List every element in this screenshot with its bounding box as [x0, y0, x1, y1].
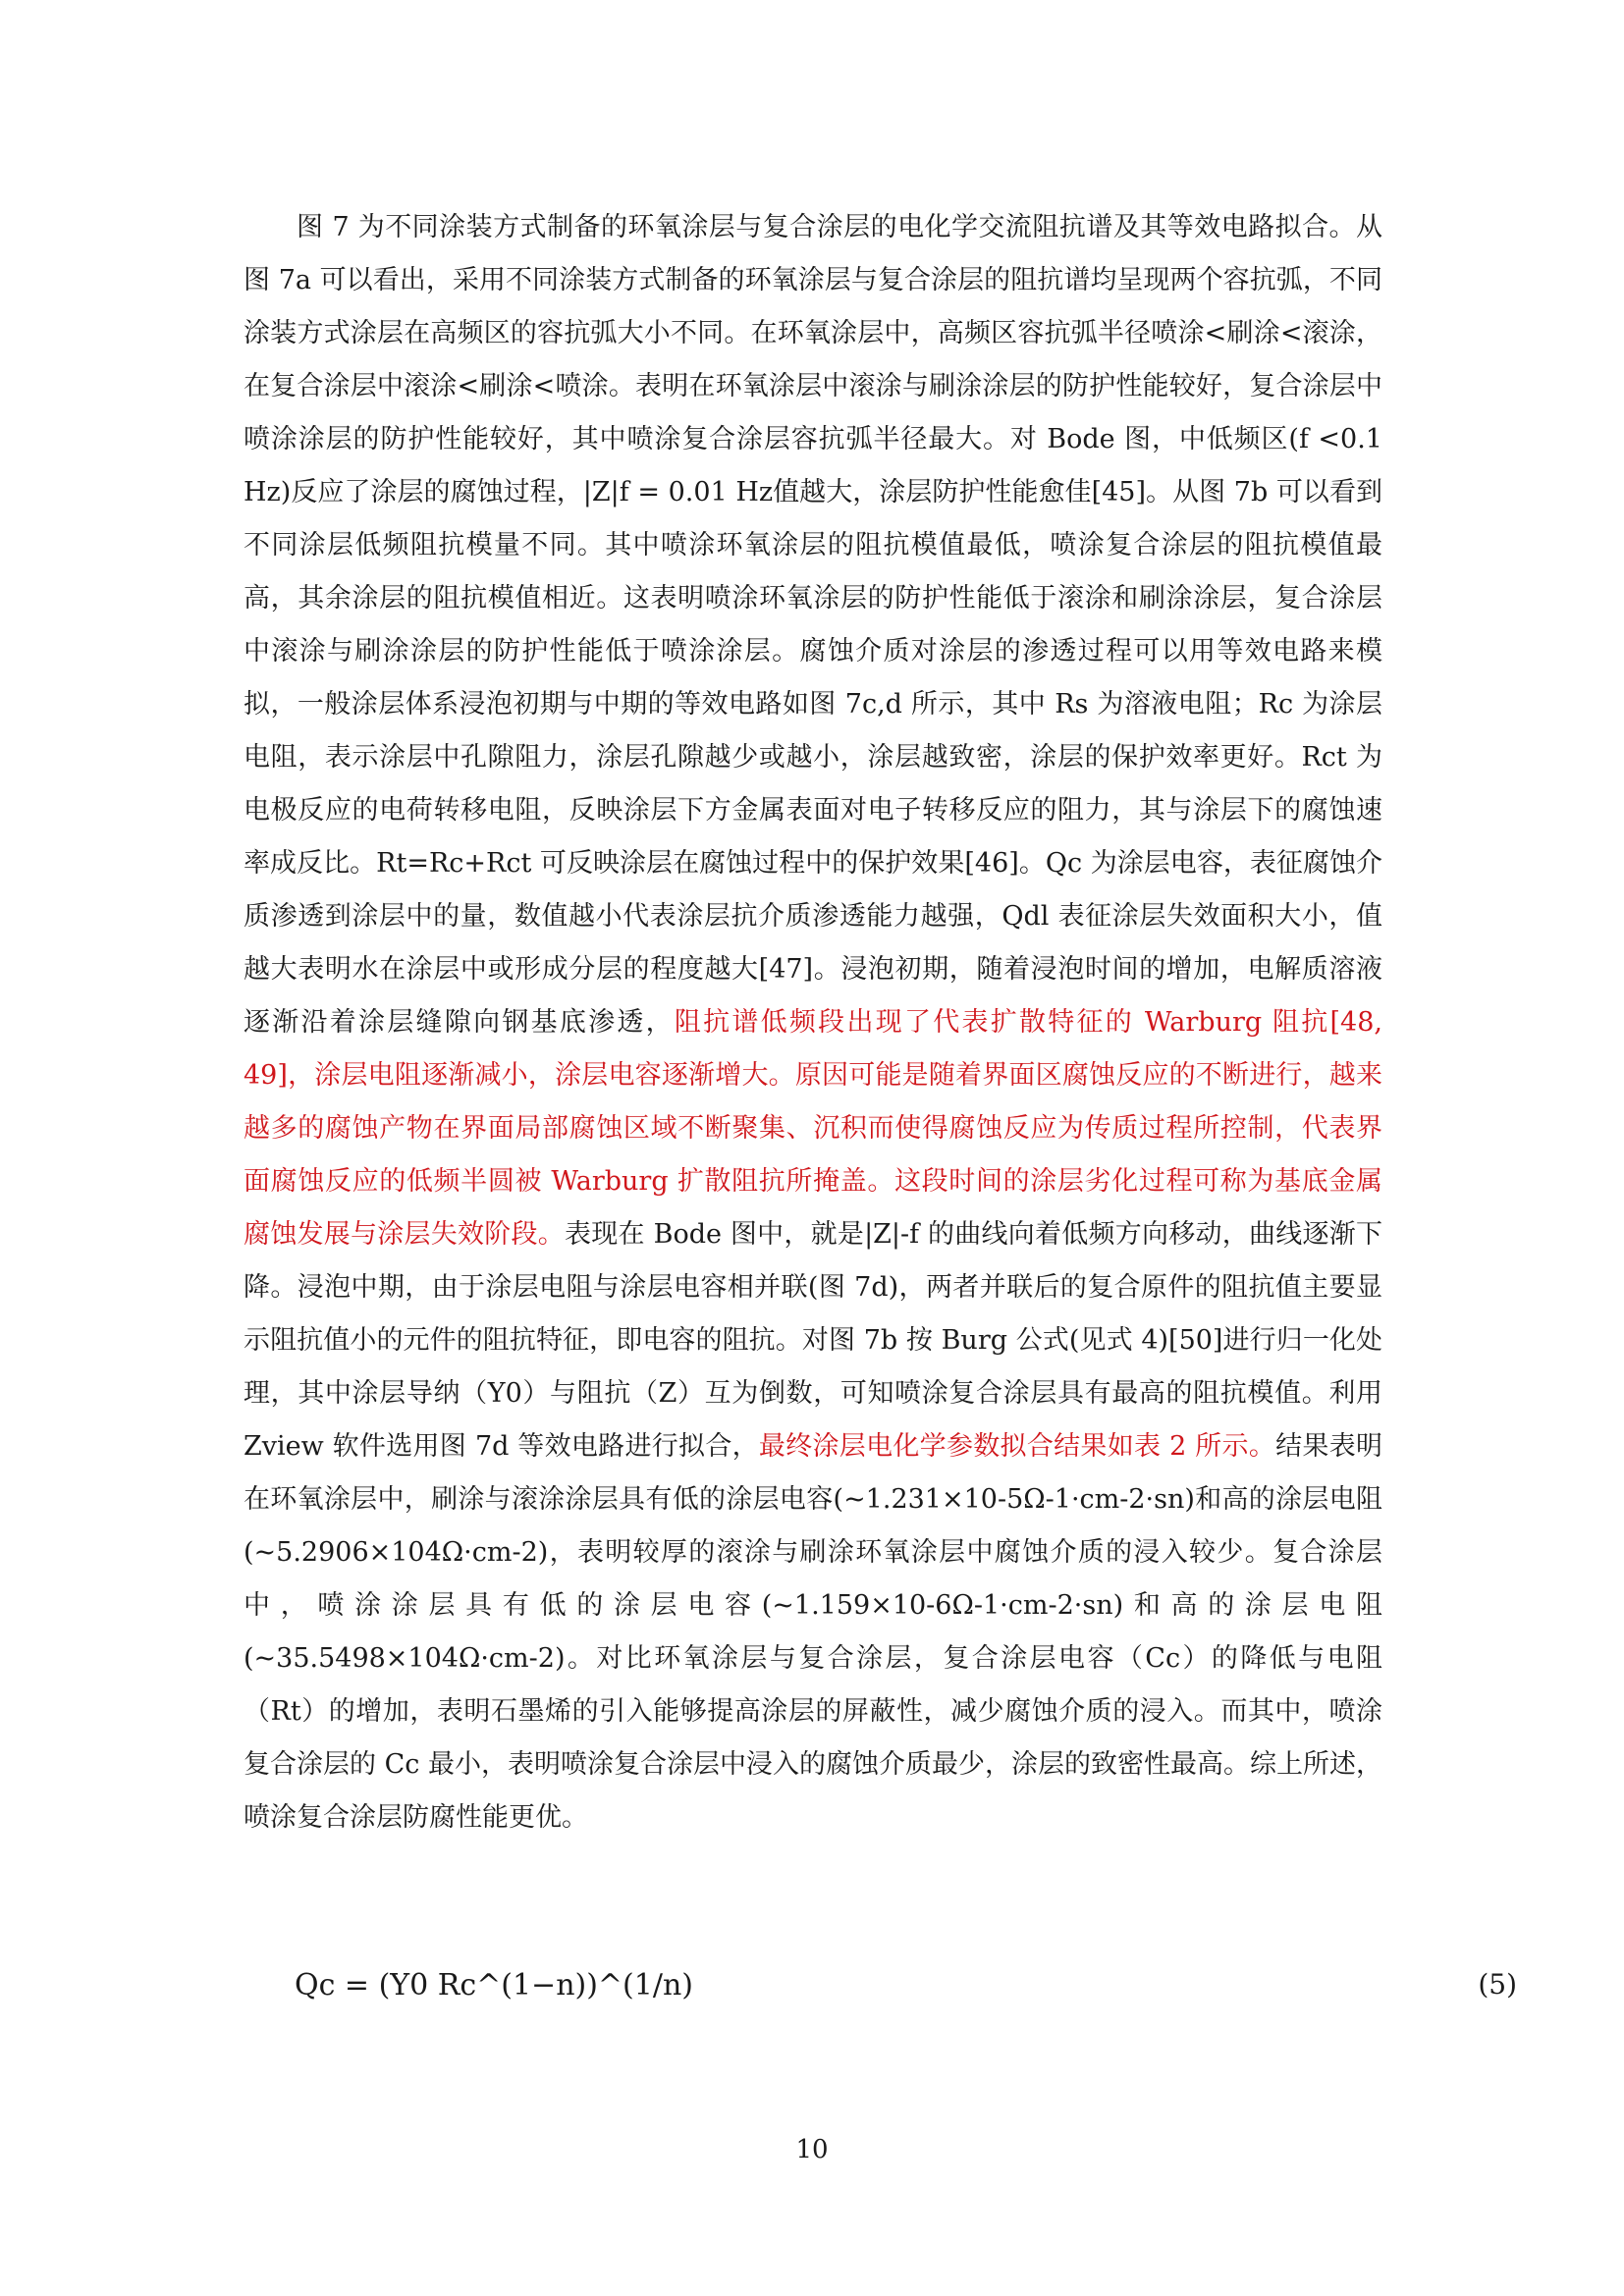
body-paragraph — [244, 201, 1382, 1844]
equation-formula: Qc = (Y0 Rc^(1−n))^(1/n) — [295, 1968, 693, 2002]
paragraph-text-part-3: 结果表明在环氧涂层中，刷涂与滚涂涂层具有低的涂层电容(~1.231×10-5Ω-1·cm-2·sn)和高的涂层电阻(~5.2906×104Ω·cm-2)，表明较厚的滚涂与刷涂环氧涂层中腐蚀介质的浸入较少。复合涂层中，喷涂涂层具有低的涂层电容(~1.159×10-6Ω-1·cm-2·sn)和高的涂层电阻(~35.5498×104Ω·cm-2)。对比环氧涂层与复合涂层，复合涂层电容（Cc）的降低与电阻（Rt）的增加，表明石墨烯的引入能够提高涂层的屏蔽性，减少腐蚀介质的浸入。而其中，喷涂复合涂层的 Cc 最小，表明喷涂复合涂层中浸入的腐蚀介质最少，涂层的致密性最高。综上所述，喷涂复合涂层防腐性能更优。 — [244, 1431, 1383, 1833]
paragraph-highlight-part-1: 阻抗谱低频段出现了代表扩散特征的 Warburg 阻抗[48, 49]，涂层电阻逐渐减小，涂层电容逐渐增大。原因可能是随着界面区腐蚀反应的不断进行，越来越多的腐蚀产物在界面局部腐蚀区域不断聚集、沉积而使得腐蚀反应为传质过程所控制，代表界面腐蚀反应的低频半圆被 Warburg 扩散阻抗所掩盖。这段时间的涂层劣化过程可称为基底金属腐蚀发展与涂层失效阶段。 — [244, 1007, 1382, 1250]
page-number: 10 — [795, 2135, 829, 2164]
page-body — [244, 201, 1382, 1844]
paragraph-highlight-part-2: 最终涂层电化学参数拟合结果如表 2 所示。 — [758, 1431, 1276, 1462]
paragraph-text-part-1: 图 7 为不同涂装方式制备的环氧涂层与复合涂层的电化学交流阻抗谱及其等效电路拟合。从图 7a 可以看出，采用不同涂装方式制备的环氧涂层与复合涂层的阻抗谱均呈现两个容抗弧，不同涂装方式涂层在高频区的容抗弧大小不同。在环氧涂层中，高频区容抗弧半径喷涂<刷涂<滚涂，在复合涂层中滚涂<刷涂<喷涂。表明在环氧涂层中滚涂与刷涂涂层的防护性能较好，复合涂层中喷涂涂层的防护性能较好，其中喷涂复合涂层容抗弧半径最大。对 Bode 图，中低频区(f <0.1 Hz)反应了涂层的腐蚀过程，|Z|f = 0.01 Hz值越大，涂层防护性能愈佳[45]。从图 7b 可以看到不同涂层低频阻抗模量不同。其中喷涂环氧涂层的阻抗模值最低，喷涂复合涂层的阻抗模值最高，其余涂层的阻抗模值相近。这表明喷涂环氧涂层的防护性能低于滚涂和刷涂涂层，复合涂层中滚涂与刷涂涂层的防护性能低于喷涂涂层。腐蚀介质对涂层的渗透过程可以用等效电路来模拟，一般涂层体系浸泡初期与中期的等效电路如图 7c,d 所示，其中 Rs 为溶液电阻；Rc 为涂层电阻，表示涂层中孔隙阻力，涂层孔隙越少或越小，涂层越致密，涂层的保护效率更好。Rct 为电极反应的电荷转移电阻，反映涂层下方金属表面对电子转移反应的阻力，其与涂层下的腐蚀速率成反比。Rt=Rc+Rct 可反映涂层在腐蚀过程中的保护效果[46]。Qc 为涂层电容，表征腐蚀介质渗透到涂层中的量，数值越小代表涂层抗介质渗透能力越强，Qdl 表征涂层失效面积大小，值越大表明水在涂层中或形成分层的程度越大[47]。浸泡初期，随着浸泡时间的增加，电解质溶液逐渐沿着涂层缝隙向钢基底渗透， — [244, 212, 1382, 1038]
equation-number: (5) — [1478, 1968, 1517, 2001]
paragraph-text-part-2: 表现在 Bode 图中，就是|Z|-f 的曲线向着低频方向移动，曲线逐渐下降。浸泡中期，由于涂层电阻与涂层电容相并联(图 7d)，两者并联后的复合原件的阻抗值主要显示阻抗值小的元件的阻抗特征，即电容的阻抗。对图 7b 按 Burg 公式(见式 4)[50]进行归一化处理，其中涂层导纳（Y0）与阻抗（Z）互为倒数，可知喷涂复合涂层具有最高的阻抗模值。利用 Zview 软件选用图 7d 等效电路进行拟合， — [244, 1219, 1382, 1462]
equation-line — [295, 1968, 1517, 2027]
